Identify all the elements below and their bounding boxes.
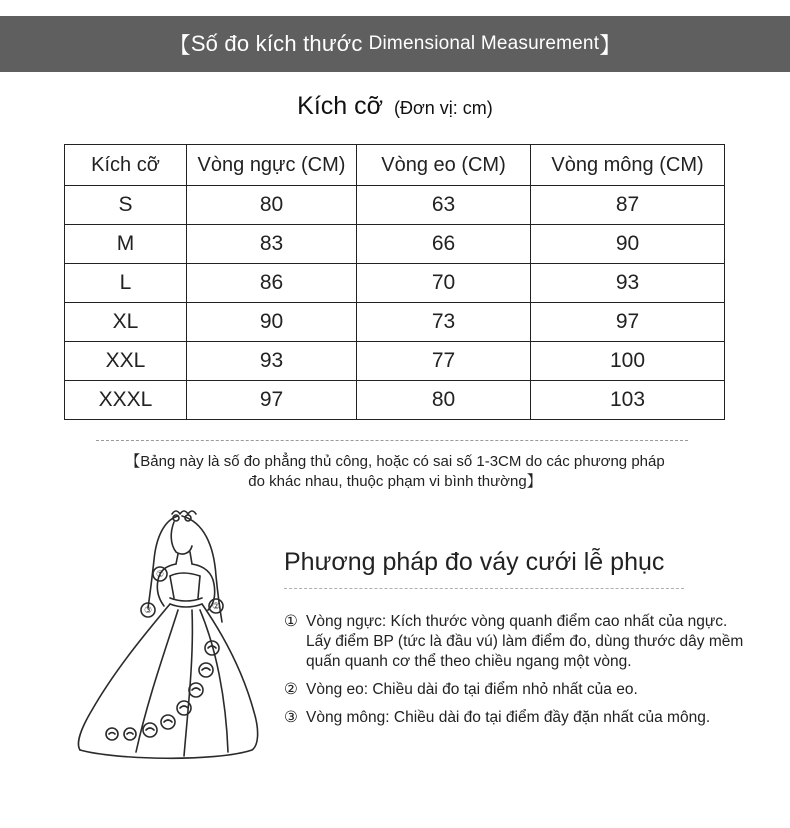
cell-bust: 83 xyxy=(187,225,357,264)
step-number: ③ xyxy=(284,709,298,726)
cell-hip: 100 xyxy=(531,342,725,381)
method-title: Phương pháp đo váy cưới lễ phục xyxy=(284,548,665,576)
method-steps xyxy=(284,612,774,736)
size-chart-unit: (Đơn vị: cm) xyxy=(394,98,493,118)
banner-title-vi: Số đo kích thước xyxy=(190,31,363,56)
table-header-row xyxy=(65,145,725,186)
marker-3: ③ xyxy=(143,606,153,616)
header-waist: Vòng eo (CM) xyxy=(357,145,531,186)
method-divider xyxy=(284,588,684,589)
table-row xyxy=(65,303,725,342)
banner-left-bracket: 【 xyxy=(168,32,191,58)
note-line-1: 【Bảng này là số đo phẳng thủ công, hoặc có sai số 1-3CM do các phương pháp xyxy=(125,453,665,470)
table-row xyxy=(65,186,725,225)
cell-bust: 90 xyxy=(187,303,357,342)
divider xyxy=(96,440,688,441)
cell-waist: 80 xyxy=(357,381,531,420)
cell-size: XL xyxy=(65,303,187,342)
cell-waist: 63 xyxy=(357,186,531,225)
cell-hip: 87 xyxy=(531,186,725,225)
step-text: quấn quanh cơ thể theo chiều ngang một vòng. xyxy=(306,653,632,670)
header-bust: Vòng ngực (CM) xyxy=(187,145,357,186)
cell-hip: 90 xyxy=(531,225,725,264)
cell-bust: 93 xyxy=(187,342,357,381)
step-text: Vòng ngực: Kích thước vòng quanh điểm cao nhất của ngực. xyxy=(306,613,728,630)
table-row xyxy=(65,342,725,381)
header-size: Kích cỡ xyxy=(65,145,187,186)
table-row xyxy=(65,381,725,420)
cell-hip: 103 xyxy=(531,381,725,420)
note-line-2: đo khác nhau, thuộc phạm vi bình thường】 xyxy=(248,473,542,490)
cell-size: XXL xyxy=(65,342,187,381)
cell-waist: 70 xyxy=(357,264,531,303)
cell-bust: 97 xyxy=(187,381,357,420)
cell-waist: 77 xyxy=(357,342,531,381)
cell-size: L xyxy=(65,264,187,303)
table-row xyxy=(65,225,725,264)
cell-hip: 97 xyxy=(531,303,725,342)
step-text: Vòng mông: Chiều dài đo tại điểm đầy đặn nhất của mông. xyxy=(306,709,711,726)
step-number: ① xyxy=(284,613,298,630)
marker-1: ① xyxy=(155,570,165,580)
step-number: ② xyxy=(284,681,298,698)
table-row xyxy=(65,264,725,303)
step-text: Vòng eo: Chiều dài đo tại điểm nhỏ nhất của eo. xyxy=(306,681,638,698)
header-banner xyxy=(0,16,790,72)
size-chart-title-text: Kích cỡ xyxy=(297,92,384,120)
cell-size: M xyxy=(65,225,187,264)
step-hip xyxy=(284,708,774,728)
cell-hip: 93 xyxy=(531,264,725,303)
step-bust xyxy=(284,612,774,672)
banner-right-bracket: 】 xyxy=(599,32,622,58)
size-chart-title xyxy=(0,92,790,121)
step-text: Lấy điểm BP (tức là đầu vú) làm điểm đo, dùng thước dây mềm xyxy=(306,633,744,650)
size-table xyxy=(64,144,725,420)
banner-title-en: Dimensional Measurement xyxy=(368,33,600,54)
cell-waist: 73 xyxy=(357,303,531,342)
wedding-dress-illustration-icon xyxy=(66,498,266,798)
step-waist xyxy=(284,680,774,700)
cell-bust: 86 xyxy=(187,264,357,303)
cell-size: XXXL xyxy=(65,381,187,420)
cell-waist: 66 xyxy=(357,225,531,264)
cell-size: S xyxy=(65,186,187,225)
measurement-note xyxy=(80,452,710,492)
marker-2: ② xyxy=(211,602,221,612)
cell-bust: 80 xyxy=(187,186,357,225)
header-hip: Vòng mông (CM) xyxy=(531,145,725,186)
